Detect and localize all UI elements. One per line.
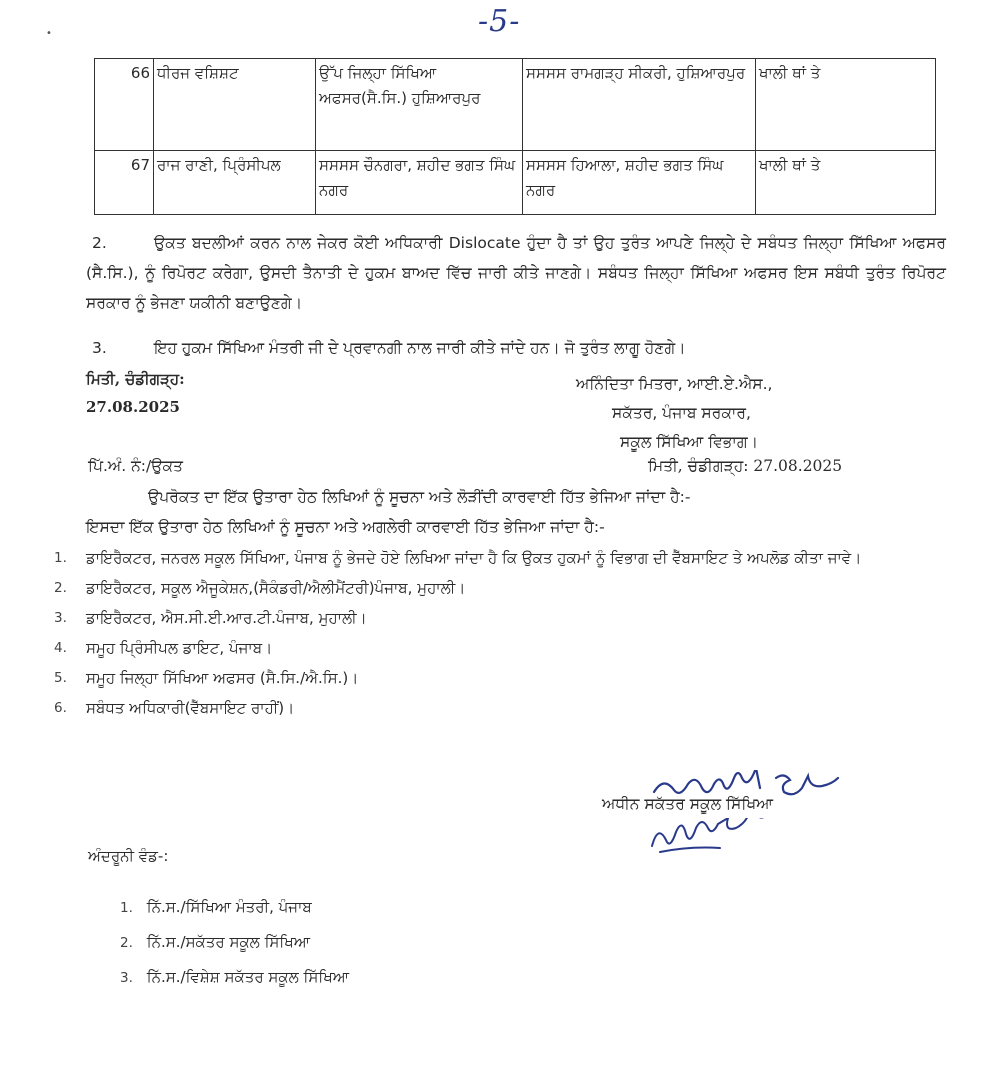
list-number: 3.	[54, 610, 67, 626]
list-item	[52, 606, 942, 630]
transfer-table	[94, 58, 936, 215]
cell-from: ਸਸਸਸ ਚੌਨਗਰਾ, ਸ਼ਹੀਦ ਭਗਤ ਸਿੰਘ ਨਗਰ	[316, 151, 523, 215]
list-item	[52, 666, 942, 690]
list-text: ਸਮੂਹ ਪ੍ਰਿੰਸੀਪਲ ਡਾਇਟ, ਪੰਜਾਬ।	[86, 639, 273, 657]
internal-distribution-title: ਅੰਦਰੂਨੀ ਵੰਡ-:	[88, 847, 169, 865]
signatory-designation: ਸਕੱਤਰ, ਪੰਜਾਬ ਸਰਕਾਰ,	[612, 404, 751, 422]
issue-place: ਮਿਤੀ, ਚੰਡੀਗੜ੍ਹ:	[86, 370, 185, 388]
endorsement-line-1: ਉਪਰੋਕਤ ਦਾ ਇੱਕ ਉਤਾਰਾ ਹੇਠ ਲਿਖਿਆਂ ਨੂੰ ਸੂਚਨਾ ਅਤੇ ਲੋੜੀਂਦੀ ਕਾਰਵਾਈ ਹਿੱਤ ਭੇਜਿਆ ਜਾਂਦਾ ਹੈ:-	[148, 488, 691, 506]
signatory-department: ਸਕੂਲ ਸਿੱਖਿਆ ਵਿਭਾਗ।	[620, 433, 759, 451]
list-number: 2.	[54, 580, 67, 596]
recipients-list	[52, 546, 942, 726]
list-text: ਸਬੰਧਤ ਅਧਿਕਾਰੀ(ਵੈੱਬਸਾਇਟ ਰਾਹੀਂ)।	[86, 699, 295, 717]
list-number: 3.	[120, 970, 133, 986]
paragraph-number: 3.	[92, 339, 107, 357]
paragraph-number: 2.	[92, 234, 107, 252]
cell-to: ਸਸਸਸ ਹਿਆਲਾ, ਸ਼ਹੀਦ ਭਗਤ ਸਿੰਘ ਨਗਰ	[523, 151, 756, 215]
cell-sr: 67	[95, 151, 154, 215]
list-text: ਸਮੂਹ ਜਿਲ੍ਹਾ ਸਿੱਖਿਆ ਅਫਸਰ (ਸੈ.ਸਿ./ਐ.ਸਿ.)।	[86, 669, 359, 687]
list-item	[120, 960, 349, 995]
list-number: 2.	[120, 935, 133, 951]
list-text: ਡਾਇਰੈਕਟਰ, ਐਸ.ਸੀ.ਈ.ਆਰ.ਟੀ.ਪੰਜਾਬ, ਮੁਹਾਲੀ।	[86, 609, 367, 627]
table-row	[95, 151, 936, 215]
endorsement-line-2: ਇਸਦਾ ਇੱਕ ਉਤਾਰਾ ਹੇਠ ਲਿਖਿਆਂ ਨੂੰ ਸੂਚਨਾ ਅਤੇ ਅਗਲੇਰੀ ਕਾਰਵਾਈ ਹਿੱਤ ਭੇਜਿਆ ਜਾਂਦਾ ਹੈ:-	[86, 518, 605, 536]
scan-dot: •	[46, 28, 52, 39]
list-item	[52, 546, 942, 570]
cell-remark: ਖਾਲੀ ਥਾਂ ਤੇ	[756, 151, 936, 215]
table-row	[95, 59, 936, 151]
list-number: 1.	[54, 550, 67, 566]
cell-sr: 66	[95, 59, 154, 151]
page-number: -5-	[478, 4, 521, 39]
cell-name: ਧੀਰਜ ਵਸ਼ਿਸ਼ਟ	[154, 59, 316, 151]
list-item	[120, 890, 349, 925]
cell-from: ਉੱਪ ਜਿਲ੍ਹਾ ਸਿੱਖਿਆ ਅਫਸਰ(ਸੈ.ਸਿ.) ਹੁਸ਼ਿਆਰਪੁਰ	[316, 59, 523, 151]
list-text: ਨਿੱ.ਸ./ਵਿਸ਼ੇਸ਼ ਸਕੱਤਰ ਸਕੂਲ ਸਿੱਖਿਆ	[146, 968, 350, 986]
list-item	[52, 696, 942, 720]
endorsement-ref: ਪਿੱ.ਅੰ. ਨੰ:/ਉਕਤ	[88, 457, 183, 475]
paragraph-3	[86, 333, 946, 363]
issue-date: 27.08.2025	[86, 398, 180, 416]
list-number: 6.	[54, 700, 67, 716]
list-item	[52, 576, 942, 600]
under-secretary: ਅਧੀਨ ਸਕੱਤਰ ਸਕੂਲ ਸਿੱਖਿਆ	[602, 795, 774, 813]
list-number: 4.	[54, 640, 67, 656]
paragraph-2	[86, 228, 946, 318]
list-text: ਡਾਇਰੈਕਟਰ, ਜਨਰਲ ਸਕੂਲ ਸਿੱਖਿਆ, ਪੰਜਾਬ ਨੂੰ ਭੇਜਦੇ ਹੋਏ ਲਿਖਿਆ ਜਾਂਦਾ ਹੈ ਕਿ ਉਕਤ ਹੁਕਮਾਂ ਨੂੰ ਵਿਭਾਗ ਦੀ ਵੈੱਬਸਾਇਟ ਤੇ ਅਪਲੋਡ ਕੀਤਾ ਜਾਵੇ।	[86, 549, 862, 567]
signatory-block	[576, 370, 772, 457]
cell-to: ਸਸਸਸ ਰਾਮਗੜ੍ਹ ਸੀਕਰੀ, ਹੁਸ਼ਿਆਰਪੁਰ	[523, 59, 756, 151]
list-item	[120, 925, 349, 960]
cell-name: ਰਾਜ ਰਾਣੀ, ਪ੍ਰਿੰਸੀਪਲ	[154, 151, 316, 215]
cell-remark: ਖਾਲੀ ਥਾਂ ਤੇ	[756, 59, 936, 151]
list-text: ਨਿੱ.ਸ./ਸਿੱਖਿਆ ਮੰਤਰੀ, ਪੰਜਾਬ	[146, 898, 312, 916]
list-item	[52, 636, 942, 660]
list-text: ਨਿੱ.ਸ./ਸਕੱਤਰ ਸਕੂਲ ਸਿੱਖਿਆ	[146, 933, 311, 951]
internal-distribution-list	[120, 890, 349, 995]
list-number: 5.	[54, 670, 67, 686]
list-text: ਡਾਇਰੈਕਟਰ, ਸਕੂਲ ਐਜੂਕੇਸ਼ਨ,(ਸੈਕੰਡਰੀ/ਐਲੀਮੈਂਟਰੀ)ਪੰਜਾਬ, ਮੁਹਾਲੀ।	[86, 579, 466, 597]
paragraph-text: ਇਹ ਹੁਕਮ ਸਿੱਖਿਆ ਮੰਤਰੀ ਜੀ ਦੇ ਪ੍ਰਵਾਨਗੀ ਨਾਲ ਜਾਰੀ ਕੀਤੇ ਜਾਂਦੇ ਹਨ। ਜੋ ਤੁਰੰਤ ਲਾਗੂ ਹੋਣਗੇ।	[154, 339, 686, 357]
endorsement-date: ਮਿਤੀ, ਚੰਡੀਗੜ੍ਹ: 27.08.2025	[648, 457, 843, 475]
list-number: 1.	[120, 900, 133, 916]
paragraph-text: ਉਕਤ ਬਦਲੀਆਂ ਕਰਨ ਨਾਲ ਜੇਕਰ ਕੋਈ ਅਧਿਕਾਰੀ Dislocate ਹੁੰਦਾ ਹੈ ਤਾਂ ਉਹ ਤੁਰੰਤ ਆਪਣੇ ਜਿਲ੍ਹੇ ਦੇ ਸਬੰਧਤ ਜਿਲ੍ਹਾ ਸਿੱਖਿਆ ਅਫਸਰ (ਸੈ.ਸਿ.), ਨੂੰ ਰਿਪੋਰਟ ਕਰੇਗਾ, ਉਸਦੀ ਤੈਨਾਤੀ ਦੇ ਹੁਕਮ ਬਾਅਦ ਵਿੱਚ ਜਾਰੀ ਕੀਤੇ ਜਾਣਗੇ। ਸਬੰਧਤ ਜਿਲ੍ਹਾ ਸਿੱਖਿਆ ਅਫਸਰ ਇਸ ਸਬੰਧੀ ਤੁਰੰਤ ਰਿਪੋਰਟ ਸਰਕਾਰ ਨੂੰ ਭੇਜਣਾ ਯਕੀਨੀ ਬਣਾਉਣਗੇ।	[86, 234, 946, 312]
signatory-name: ਅਨਿੰਦਿਤਾ ਮਿਤਰਾ, ਆਈ.ਏ.ਐਸ.,	[576, 375, 773, 393]
handwritten-initials	[648, 818, 778, 858]
